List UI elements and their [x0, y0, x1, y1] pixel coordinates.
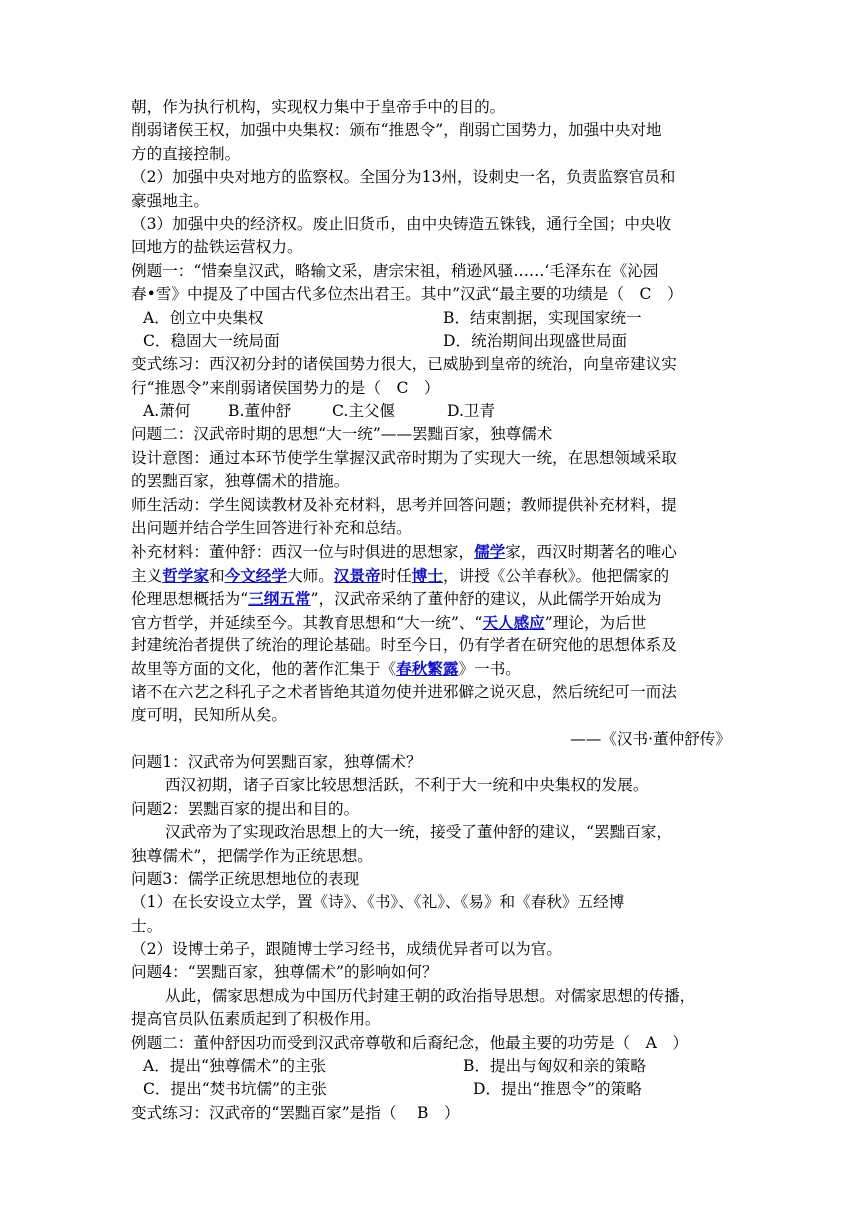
example-question: 例题一：“惜秦皇汉武，略输文采，唐宗宋祖，稍逊风骚……‘毛泽东在《沁园	[131, 261, 659, 280]
text-line: 豪强地主。	[131, 191, 209, 210]
quote-line: 度可明，民知所从矣。	[131, 706, 287, 725]
option-d: D．统治期间出现盛世局面	[443, 331, 628, 350]
section-heading: 问题二：汉武帝时期的思想“大一统”——罢黜百家，独尊儒术	[131, 425, 553, 444]
text-line: （3）加强中央的经济权。废止旧货币，由中央铸造五铢钱，通行全国；中央收	[131, 214, 672, 233]
option-row	[131, 1078, 731, 1101]
supplement-line	[131, 587, 731, 610]
option-b: B．结束割据，实现国家统一	[443, 308, 642, 327]
text-span: 时任	[380, 566, 412, 585]
quote-line: 诸不在六艺之科孔子之术者皆绝其道勿使并进邪僻之说灭息，然后统纪可一而法	[131, 682, 677, 701]
text-line: （2）加强中央对地方的监察权。全国分为13州，设刺史一名，负责监察官员和	[131, 168, 676, 187]
text-span: 故里等方面的文化，他的著作汇集于《	[131, 660, 397, 679]
text-span: ”理论，为后世	[544, 613, 647, 632]
option-row	[131, 330, 731, 353]
link-sangangwuchang[interactable]: 三纲五常	[248, 589, 311, 609]
text-span: 和	[209, 566, 225, 585]
answer-line: 从此，儒家思想成为中国历代封建王朝的政治指导思想。对儒家思想的传播，	[165, 986, 696, 1005]
option-b: B.董仲舒	[228, 402, 292, 421]
text-span: ，讲授《公羊春秋》。他把儒家的	[443, 566, 670, 585]
link-chunqiufanlu[interactable]: 春秋繁露	[396, 659, 459, 679]
variant-question: 变式练习：西汉初分封的诸侯国势力很大，已威胁到皇帝的统治，向皇帝建议实	[131, 355, 677, 374]
option-b: B．提出与匈奴和亲的策略	[463, 1057, 646, 1076]
supplement-line	[131, 657, 731, 680]
option-a: A.萧何	[143, 402, 191, 421]
example-question: 例题二：董仲舒因功而受到汉武帝尊敬和后裔纪念，他最主要的功劳是（ A ）	[131, 1033, 689, 1052]
option-row	[131, 1055, 731, 1078]
answer-line: 西汉初期，诸子百家比较思想活跃，不利于大一统和中央集权的发展。	[165, 776, 649, 795]
supplement-line	[131, 564, 731, 587]
text-line: 削弱诸侯王权，加强中央集权：颁布“推恩令”，削弱亡国势力，加强中央对地	[131, 121, 662, 140]
option-a: A．提出“独尊儒术”的主张	[143, 1057, 327, 1076]
option-row	[131, 400, 731, 423]
link-hanjingdi[interactable]: 汉景帝	[333, 565, 381, 585]
link-zhexuejia[interactable]: 哲学家	[162, 565, 209, 585]
question-line: 问题4：“罢黜百家，独尊儒术”的影响如何？	[131, 963, 438, 982]
option-d: D．提出“推恩令”的策略	[473, 1080, 642, 1099]
text-line: （1）在长安设立太学，置《诗》、《书》、《礼》、《易》和《春秋》五经博	[131, 893, 625, 912]
text-line: 朝，作为执行机构，实现权力集中于皇帝手中的目的。	[131, 98, 506, 116]
supplement-line	[131, 611, 731, 634]
text-span: 补充材料：董仲舒：西汉一位与时俱进的思想家，	[131, 543, 475, 562]
option-d: D.卫青	[447, 402, 496, 421]
option-c: C．提出“焚书坑儒”的主张	[143, 1080, 327, 1099]
text-line: 出问题并结合学生回答进行补充和总结。	[131, 519, 412, 538]
text-span: ”，汉武帝采纳了董仲舒的建议，从此儒学开始成为	[310, 590, 662, 609]
option-c: C．稳固大一统局面	[143, 331, 280, 350]
link-ruxue[interactable]: 儒学	[474, 542, 506, 562]
text-span: 伦理思想概括为“	[131, 590, 249, 609]
quote-source: ——《汉书·董仲舒传》	[570, 729, 731, 748]
text-line: 提高官员队伍素质起到了积极作用。	[131, 1010, 381, 1029]
supplement-line: 封建统治者提供了统治的理论基础。时至今日，仍有学者在研究他的思想体系及	[131, 635, 677, 654]
variant-question: 行“推恩令”来削弱诸侯国势力的是（ C ）	[131, 378, 440, 397]
text-span: 》一书。	[458, 660, 521, 679]
question-line: 问题1：汉武帝为何罢黜百家，独尊儒术？	[131, 752, 422, 771]
answer-line: 汉武帝为了实现政治思想上的大一统，接受了董仲舒的建议，“罢黜百家，	[165, 823, 672, 842]
question-line: 问题3：儒学正统思想地位的表现	[131, 869, 360, 888]
text-line: 士。	[131, 916, 163, 935]
option-row	[131, 307, 731, 330]
link-tianrenganying[interactable]: 天人感应	[482, 612, 545, 632]
option-c: C.主父偃	[332, 402, 396, 421]
text-line: 设计意图：通过本环节使学生掌握汉武帝时期为了实现大一统，在思想领域采取	[131, 448, 677, 467]
text-line: 的罢黜百家，独尊儒术的措施。	[131, 472, 350, 491]
document-page	[131, 96, 731, 1125]
text-line: 师生活动：学生阅读教材及补充材料，思考并回答问题；教师提供补充材料，提	[131, 495, 677, 514]
text-span: 家，西汉时期著名的唯心	[505, 543, 677, 562]
text-line: 独尊儒术”，把儒学作为正统思想。	[131, 846, 373, 865]
link-jinwenjingxue[interactable]: 今文经学	[224, 565, 287, 585]
option-a: A．创立中央集权	[143, 308, 264, 327]
text-span: 主义	[131, 566, 163, 585]
text-span: 大师。	[287, 566, 334, 585]
example-question: 春•雪》中提及了中国古代多位杰出君王。其中”汉武“最主要的功绩是（ C ）	[131, 285, 683, 304]
text-line: 回地方的盐铁运营权力。	[131, 238, 303, 257]
supplement-line	[131, 540, 731, 563]
text-line: （2）设博士弟子，跟随博士学习经书，成绩优异者可以为官。	[131, 940, 562, 959]
text-span: 官方哲学，并延续至今。其教育思想和“大一统”、“	[131, 613, 483, 632]
link-boshi[interactable]: 博士	[411, 565, 443, 585]
variant-question: 变式练习：汉武帝的“罢黜百家”是指（ B ）	[131, 1103, 460, 1122]
question-line: 问题2：罢黜百家的提出和目的。	[131, 799, 360, 818]
text-line: 方的直接控制。	[131, 144, 241, 163]
